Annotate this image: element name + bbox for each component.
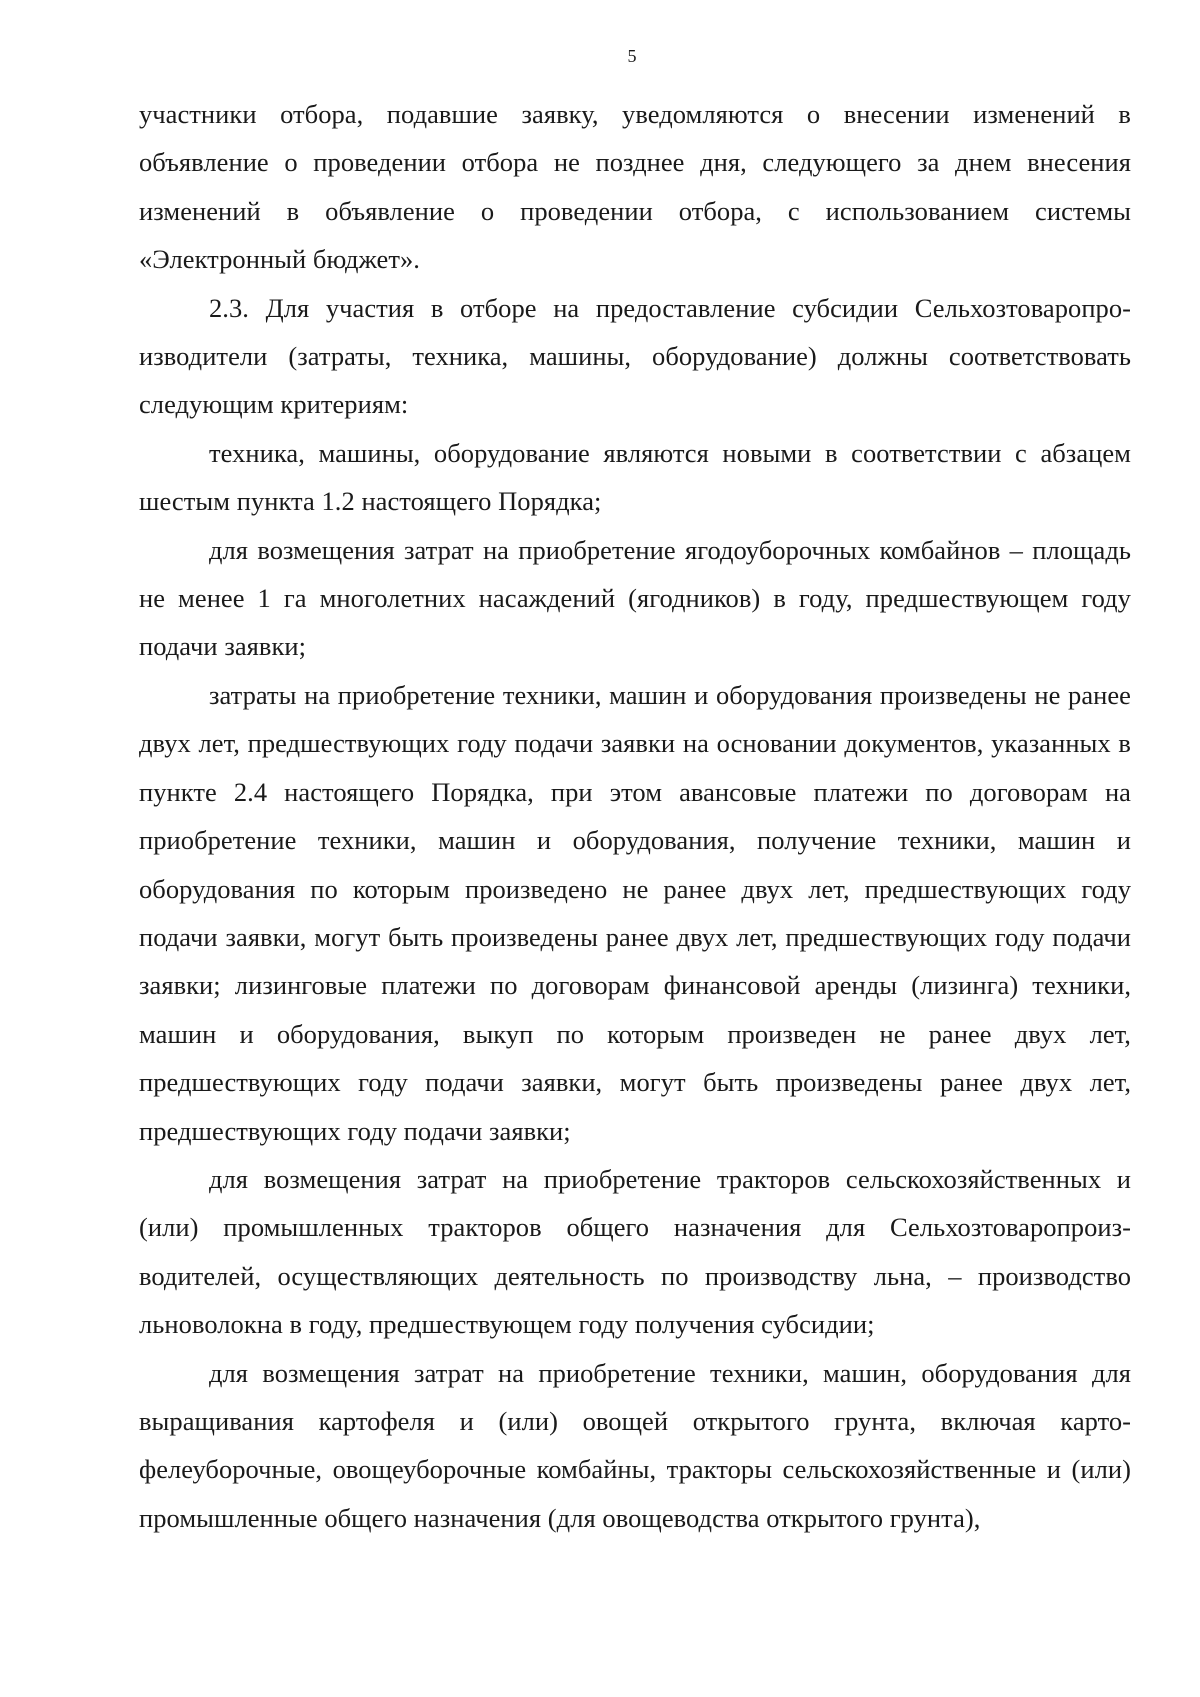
document-body [139, 90, 1131, 1542]
paragraph-berry-harvesters: для возмещения затрат на приобретение ягодоуборочных комбайнов – площадь не менее 1 га многолетних насаждений (ягодников) в году, предшествующем году подачи заявки; [139, 534, 1131, 662]
paragraph-flax-tractors: для возмещения затрат на приобретение тракторов сельскохозяйственных и (или) промышленных тракторов общего назначения для Сельхозтоваропроизводителей, осуществляющих деятельность по производству льна, – производство льноволокна в году, предшествующем году получения субсидии; [139, 1163, 1131, 1340]
page-number: 5 [627, 46, 637, 66]
paragraph-new-equipment: техника, машины, оборудование являются новыми в соответствии с абзацем шестым пункта 1.2 настоящего Порядка; [139, 437, 1131, 517]
paragraph-potato-vegetables: для возмещения затрат на приобретение техники, машин, оборудования для выращивания картофеля и (или) овощей открытого грунта, включая картофелеуборочные, овощеуборочные комбайны, тракторы сельскохозяйственные и (или) промышленные общего назначения (для овощеводства открытого грунта), [139, 1357, 1131, 1533]
paragraph-continuation: участники отбора, подавшие заявку, уведомляются о внесении изменений в объявление о проведении отбора не позднее дня, следующего за днем внесения изменений в объявление о проведении отбора, с использованием системы «Электронный бюджет». [139, 99, 1131, 275]
paragraph-costs-period: затраты на приобретение техники, машин и оборудования произведены не ранее двух лет, предшествующих году подачи заявки на основании документов, указанных в пункте 2.4 настоящего Порядка, при этом авансовые платежи по договорам на приобретение техники, машин и оборудования, получение техники, машин и оборудования по которым произведено не ранее двух лет, предшествующих году подачи заявки, могут быть произведены ранее двух лет, предшествующих году подачи заявки; лизинговые платежи по договорам финансовой аренды (лизинга) техники, машин и оборудования, выкуп по которым произведен не ранее двух лет, предшествующих году подачи заявки, могут быть произведены ранее двух лет, предшествующих году подачи заявки; [139, 679, 1131, 1146]
paragraph-2-3: 2.3. Для участия в отборе на предоставление субсидии Сельхозтоваропроизводители (затраты, техника, машины, оборудование) должны соответствовать следующим критериям: [139, 292, 1131, 420]
